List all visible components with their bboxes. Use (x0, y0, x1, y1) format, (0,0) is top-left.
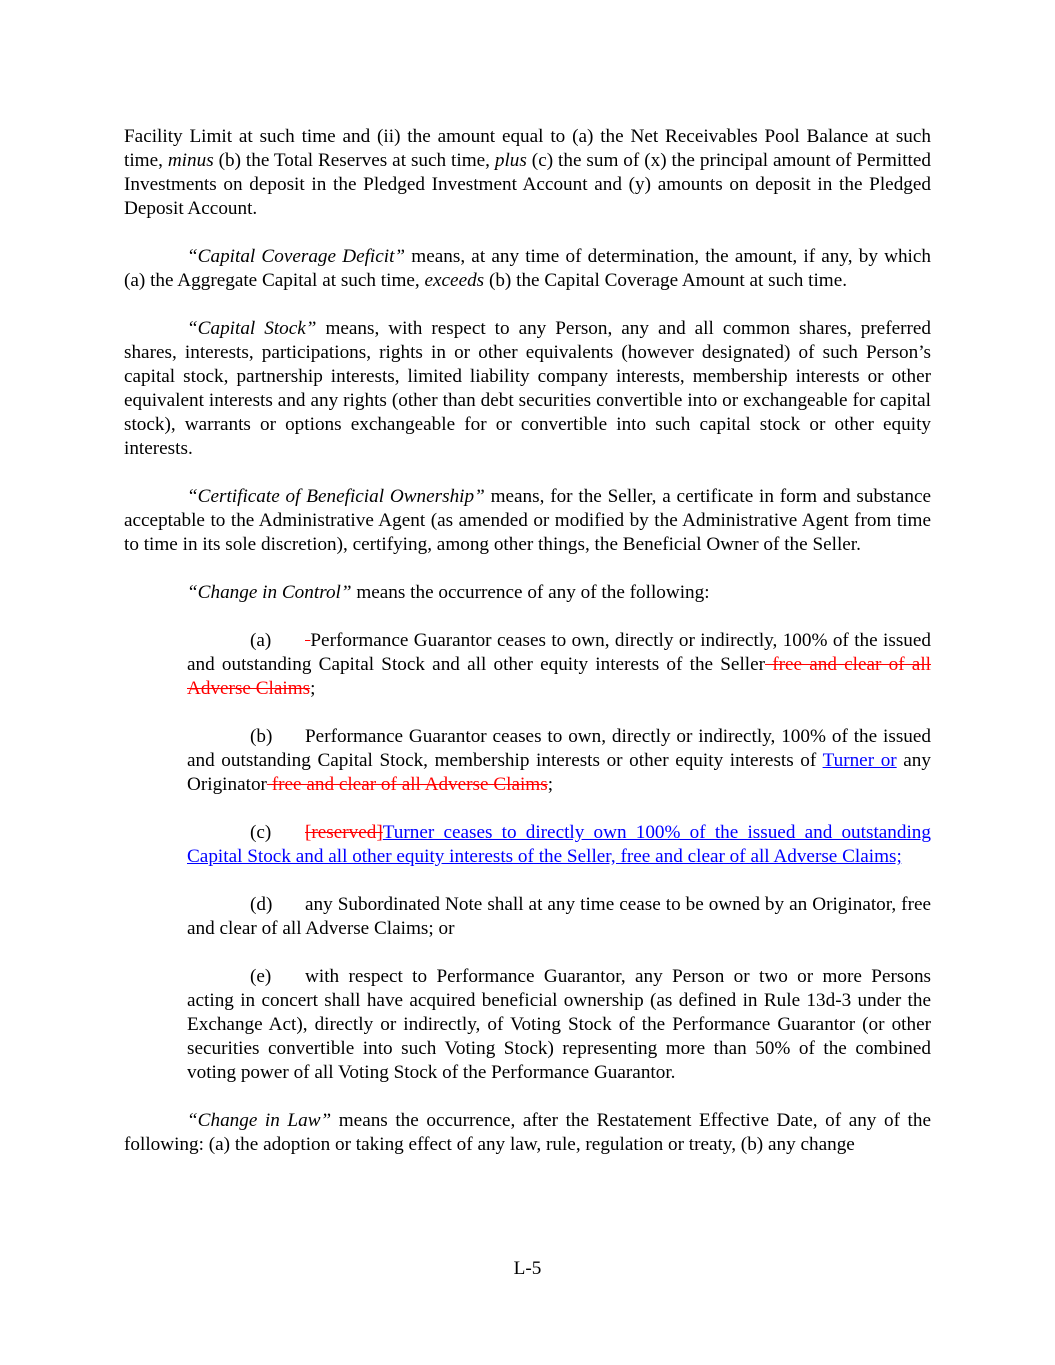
defined-term: “Change in Law” (187, 1110, 332, 1131)
defined-term: “Certificate of Beneficial Ownership” (187, 486, 485, 507)
definition-change-in-law: “Change in Law” means the occurrence, after the Restatement Effective Date, of any of the following: (a) the adoption or taking effect of any law, rule, regulation or treaty, (b) any change (124, 1110, 931, 1155)
clause-c (187, 821, 931, 869)
clause-number: (e) (250, 966, 272, 987)
inserted-text: Turner ceases to directly own 100% of the issued and outstanding Capital Stock and all other equity interests of the Seller, free and clear of all Adverse Claims; (187, 822, 931, 867)
clause-a: (a) Performance Guarantor ceases to own, directly or indirectly, 100% of the issued and outstanding Capital Stock and all other equity interests of the Seller free and clear of all Adverse Claims; (187, 630, 931, 699)
defined-term: “Capital Stock” (187, 318, 317, 339)
clause-number: (c) (250, 822, 272, 843)
clause-d: (d) any Subordinated Note shall at any time cease to be owned by an Originator, free and clear of all Adverse Claims; or (187, 894, 931, 939)
deleted-text: free and clear of all Adverse Claims (187, 654, 931, 699)
clause-number: (d) (250, 894, 273, 915)
clause-e: (e) with respect to Performance Guarantor, any Person or two or more Persons acting in concert shall have acquired beneficial ownership (as defined in Rule 13d-3 under the Exchange Act), directly or indirectly, of Voting Stock of the Performance Guarantor (or other securities convertible into such Voting Stock) representing more than 50% of the combined voting power of all Voting Stock of the Performance Guarantor. (187, 966, 931, 1083)
definition-change-in-control: “Change in Control” means the occurrence of any of the following: (187, 582, 710, 603)
deleted-text: [reserved] (305, 822, 383, 843)
definition-capital-coverage-deficit: “Capital Coverage Deficit” means, at any time of determination, the amount, if any, by which (a) the Aggregate Capital at such time, exceeds (b) the Capital Coverage Amount at such time. (124, 246, 932, 291)
defined-term: “Change in Control” (187, 582, 352, 603)
deleted-text: free and clear of all Adverse Claims (266, 774, 548, 795)
facility-limit-continuation: Facility Limit at such time and (ii) the amount equal to (a) the Net Receivables Pool Balance at such time, minus (b) the Total Reserves at such time, plus (c) the sum of (x) the principal amount of Permitted Investments on deposit in the Pledged Investment Account and (y) amounts on deposit in the Pledged Deposit Account. (124, 126, 931, 219)
clause-number: (a) (250, 630, 272, 651)
document-page (124, 125, 931, 1181)
clause-number: (b) (250, 726, 273, 747)
clause-b: (b) Performance Guarantor ceases to own, directly or indirectly, 100% of the issued and outstanding Capital Stock, membership interests or other equity interests of Turner or any Originator free and clear of all Adverse Claims; (187, 726, 931, 795)
definition-certificate-of-beneficial-ownership: “Certificate of Beneficial Ownership” means, for the Seller, a certificate in form and substance acceptable to the Administrative Agent (as amended or modified by the Administrative Agent from time to time in its sole discretion), certifying, among other things, the Beneficial Owner of the Seller. (124, 486, 932, 555)
definition-capital-stock: “Capital Stock” means, with respect to any Person, any and all common shares, preferred shares, interests, participations, rights in or other equivalents (however designated) of such Person’s capital stock, partnership interests, limited liability company interests, membership interests or other equivalent interests and any rights (other than debt securities convertible into or exchangeable for capital stock), warrants or options exchangeable for or convertible into such capital stock or other equity interests. (124, 318, 931, 459)
inserted-text: Turner or (822, 750, 897, 771)
defined-term: “Capital Coverage Deficit” (187, 246, 406, 267)
page-number: L-5 (513, 1258, 542, 1279)
